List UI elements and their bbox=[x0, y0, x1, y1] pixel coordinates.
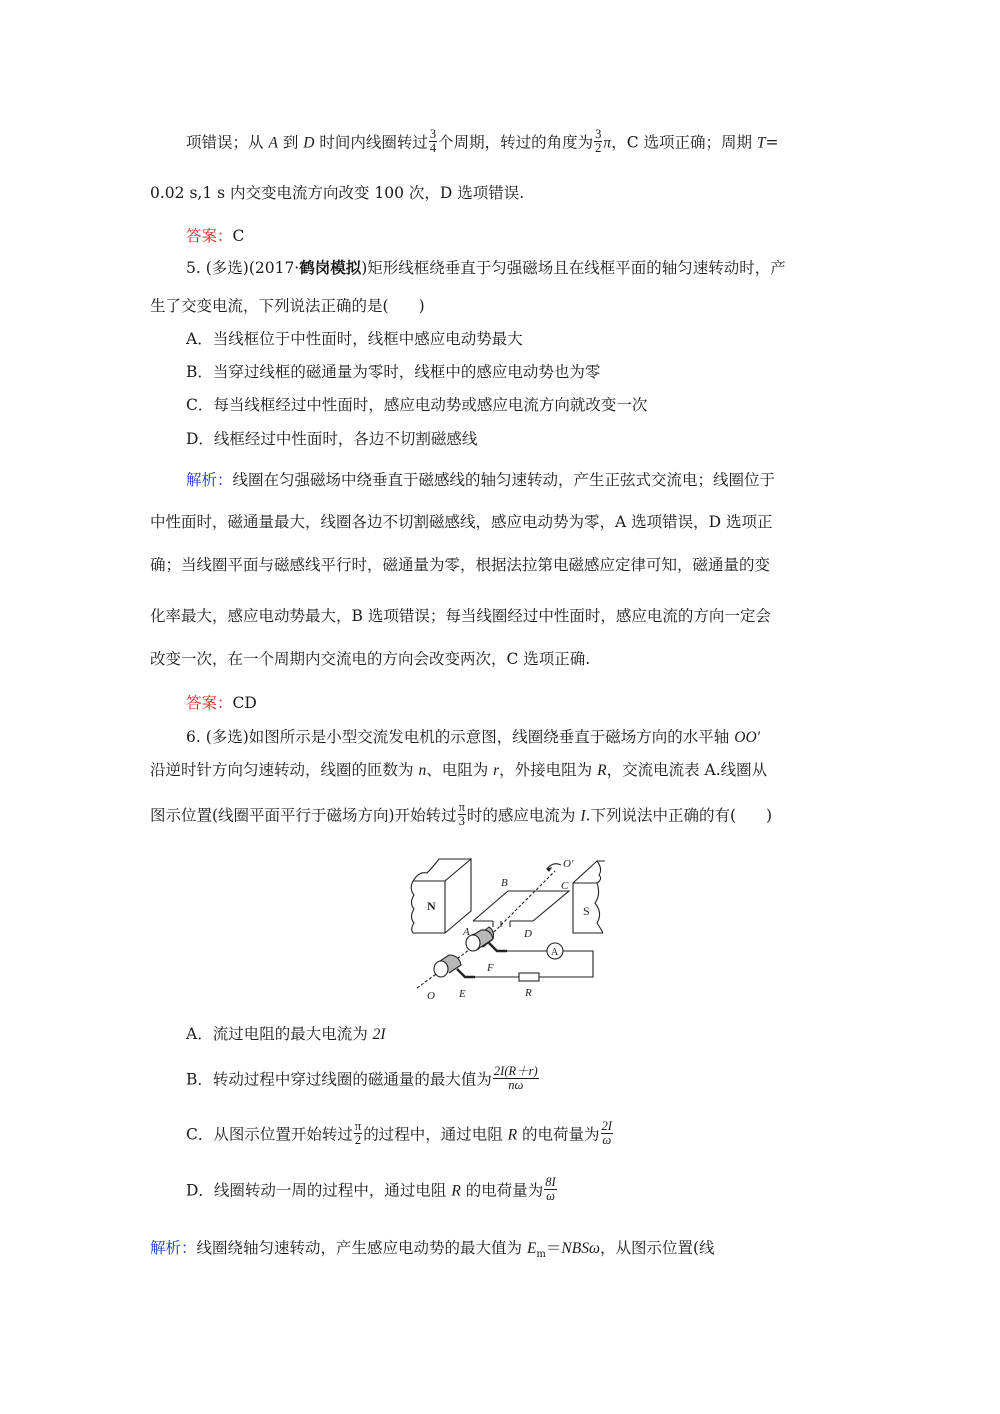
analysis-label: 解析： bbox=[150, 1239, 197, 1257]
formula: NBSω bbox=[561, 1240, 600, 1257]
text: 的电荷量为 bbox=[517, 1125, 600, 1144]
var-a: A bbox=[268, 134, 278, 152]
q5-analysis-line-5: 改变一次，在一个周期内交流电的方向会改变两次，C 选项正确. bbox=[150, 650, 591, 668]
label-f: F bbox=[487, 962, 494, 974]
text: 项错误；从 bbox=[186, 133, 269, 152]
text: ，外接电阻为 bbox=[499, 761, 598, 779]
text: 的过程中，通过电阻 bbox=[363, 1125, 508, 1144]
q6-analysis-line-1 bbox=[150, 1236, 715, 1260]
text: A．流过电阻的最大电流为 bbox=[186, 1025, 373, 1043]
q4-answer bbox=[186, 224, 244, 248]
denominator: 2 bbox=[595, 141, 602, 155]
slip-ring-lower bbox=[434, 955, 475, 977]
label-b: B bbox=[501, 877, 508, 889]
text: 时间内线圈转过 bbox=[314, 133, 428, 152]
label-r: R bbox=[525, 987, 532, 999]
q4-analysis-line-2: 0.02 s,1 s 内交变电流方向改变 100 次，D 选项错误. bbox=[150, 184, 525, 202]
fraction-charge bbox=[544, 1176, 556, 1203]
fraction-3-4 bbox=[429, 128, 437, 155]
numerator: 3 bbox=[595, 127, 602, 141]
fraction-flux bbox=[493, 1065, 539, 1092]
var-I: I bbox=[580, 807, 586, 825]
equals: ＝ bbox=[545, 1239, 562, 1257]
var-t: T bbox=[756, 134, 766, 152]
fraction-pi-2 bbox=[354, 1120, 362, 1147]
text: )矩形线框绕垂直于匀强磁场且在线框平面的轴匀速转动时，产 bbox=[361, 259, 786, 277]
q6-option-d bbox=[186, 1175, 558, 1203]
q5-stem-line-1 bbox=[186, 256, 786, 280]
value: 2I bbox=[372, 1026, 386, 1043]
magnet-s bbox=[573, 861, 605, 933]
label-o: O bbox=[427, 990, 435, 1002]
fraction-charge bbox=[601, 1120, 613, 1147]
label-a: A bbox=[463, 926, 470, 938]
numerator: 2I bbox=[601, 1119, 612, 1133]
q6-stem-line-1 bbox=[186, 725, 760, 749]
question-source: 鹤岗模拟 bbox=[299, 258, 362, 277]
text: 的电荷量为 bbox=[460, 1181, 544, 1200]
denominator: ω bbox=[546, 1189, 555, 1203]
label-n: N bbox=[427, 899, 436, 913]
text: 线圈绕轴匀速转动，产生感应电动势的最大值为 bbox=[196, 1239, 527, 1257]
numerator: π bbox=[458, 800, 465, 814]
slip-ring-upper bbox=[466, 927, 507, 951]
q6-stem-line-2 bbox=[150, 758, 767, 782]
fraction-pi-3 bbox=[458, 801, 466, 828]
axis-oo-prime: OO′ bbox=[734, 729, 761, 746]
question-tag: (多选)(2017· bbox=[205, 259, 300, 277]
text: ) bbox=[418, 297, 425, 315]
var-d: D bbox=[303, 134, 315, 152]
text: .下列说法中正确的有( bbox=[585, 806, 737, 825]
magnet-n bbox=[411, 859, 471, 933]
answer-label: 答案： bbox=[186, 694, 233, 712]
q6-option-a bbox=[186, 1022, 386, 1046]
text: 个周期，转过的角度为 bbox=[438, 133, 594, 152]
text: ，C 选项正确；周期 bbox=[611, 133, 757, 152]
text: ，从图示位置(线 bbox=[599, 1239, 715, 1257]
q5-option-d: D．线框经过中性面时，各边不切割磁感线 bbox=[186, 430, 478, 448]
denominator: nω bbox=[508, 1078, 524, 1092]
text: 生了交变电流，下列说法正确的是( bbox=[150, 297, 389, 315]
q5-analysis-line-4: 化率最大，感应电动势最大，B 选项错误；每当线圈经过中性面时，感应电流的方向一定会 bbox=[150, 607, 771, 625]
q5-analysis-line-2: 中性面时，磁通量最大，线圈各边不切割磁感线，感应电动势为零，A 选项错误，D 选项正 bbox=[150, 513, 773, 531]
numerator: 2I(R＋r) bbox=[493, 1064, 538, 1078]
coil-loop bbox=[473, 891, 569, 927]
label-o-prime: O′ bbox=[563, 858, 574, 870]
resistor bbox=[519, 973, 539, 981]
denominator: 2 bbox=[354, 1133, 362, 1147]
var-r: r bbox=[493, 762, 500, 779]
q5-answer bbox=[186, 691, 257, 715]
numerator: 8I bbox=[545, 1175, 556, 1189]
text: 图示位置(线圈平面平行于磁场方向)开始转过 bbox=[150, 806, 457, 825]
q6-option-c bbox=[186, 1119, 614, 1147]
var-R: R bbox=[507, 1126, 518, 1144]
subscript-m: m bbox=[536, 1249, 546, 1261]
label-d: D bbox=[524, 928, 532, 940]
text: 沿逆时针方向匀速转动，线圈的匝数为 bbox=[150, 761, 419, 779]
q6-option-b bbox=[186, 1064, 540, 1092]
label-s: S bbox=[583, 904, 590, 918]
question-number: 5. bbox=[186, 259, 206, 277]
var-n: n bbox=[418, 762, 427, 779]
var-R: R bbox=[451, 1182, 461, 1200]
q6-stem-line-3 bbox=[150, 800, 773, 828]
text: 6. (多选)如图所示是小型交流发电机的示意图，线圈绕垂直于磁场方向的水平轴 bbox=[186, 728, 735, 746]
q5-option-a: A．当线框位于中性面时，线框中感应电动势最大 bbox=[186, 330, 523, 348]
ammeter-label: A bbox=[551, 947, 559, 958]
generator-diagram bbox=[405, 843, 605, 1008]
label-c: C bbox=[561, 880, 569, 892]
text: D．线圈转动一周的过程中，通过电阻 bbox=[186, 1181, 452, 1200]
analysis-label: 解析： bbox=[186, 471, 233, 489]
q5-option-c: C．每当线框经过中性面时，感应电动势或感应电流方向就改变一次 bbox=[186, 396, 648, 414]
denominator: ω bbox=[602, 1133, 612, 1147]
text: 到 bbox=[277, 133, 304, 152]
q5-analysis-line-3: 确；当线圈平面与磁感线平行时，磁通量为零，根据法拉第电磁感应定律可知，磁通量的变 bbox=[150, 556, 771, 574]
fraction-3-2 bbox=[594, 128, 602, 155]
var-R: R bbox=[597, 762, 607, 779]
var-e: E bbox=[526, 1240, 537, 1257]
pi: π bbox=[603, 134, 612, 152]
answer-value: CD bbox=[232, 694, 257, 712]
denominator: 4 bbox=[429, 141, 437, 155]
numerator: 3 bbox=[429, 127, 437, 141]
q5-analysis-line-1 bbox=[186, 468, 775, 492]
text: C．从图示位置开始转过 bbox=[186, 1125, 353, 1144]
answer-label: 答案： bbox=[186, 227, 233, 245]
text: ) bbox=[766, 806, 773, 825]
q5-option-b: B．当穿过线框的磁通量为零时，线框中的感应电动势也为零 bbox=[186, 363, 601, 381]
text: ，交流电流表 A.线圈从 bbox=[606, 761, 768, 779]
text: B．转动过程中穿过线圈的磁通量的最大值为 bbox=[186, 1070, 492, 1089]
label-e: E bbox=[459, 988, 466, 1000]
text: 、电阻为 bbox=[426, 761, 494, 779]
text: 线圈在匀强磁场中绕垂直于磁感线的轴匀速转动，产生正弦式交流电；线圈位于 bbox=[232, 471, 776, 489]
text: 时的感应电流为 bbox=[466, 806, 581, 825]
text: = bbox=[765, 133, 779, 152]
numerator: π bbox=[354, 1119, 362, 1133]
denominator: 3 bbox=[458, 814, 465, 828]
q4-analysis-line-1 bbox=[150, 127, 779, 155]
q5-stem-line-2 bbox=[150, 294, 425, 318]
answer-value: C bbox=[232, 227, 245, 245]
